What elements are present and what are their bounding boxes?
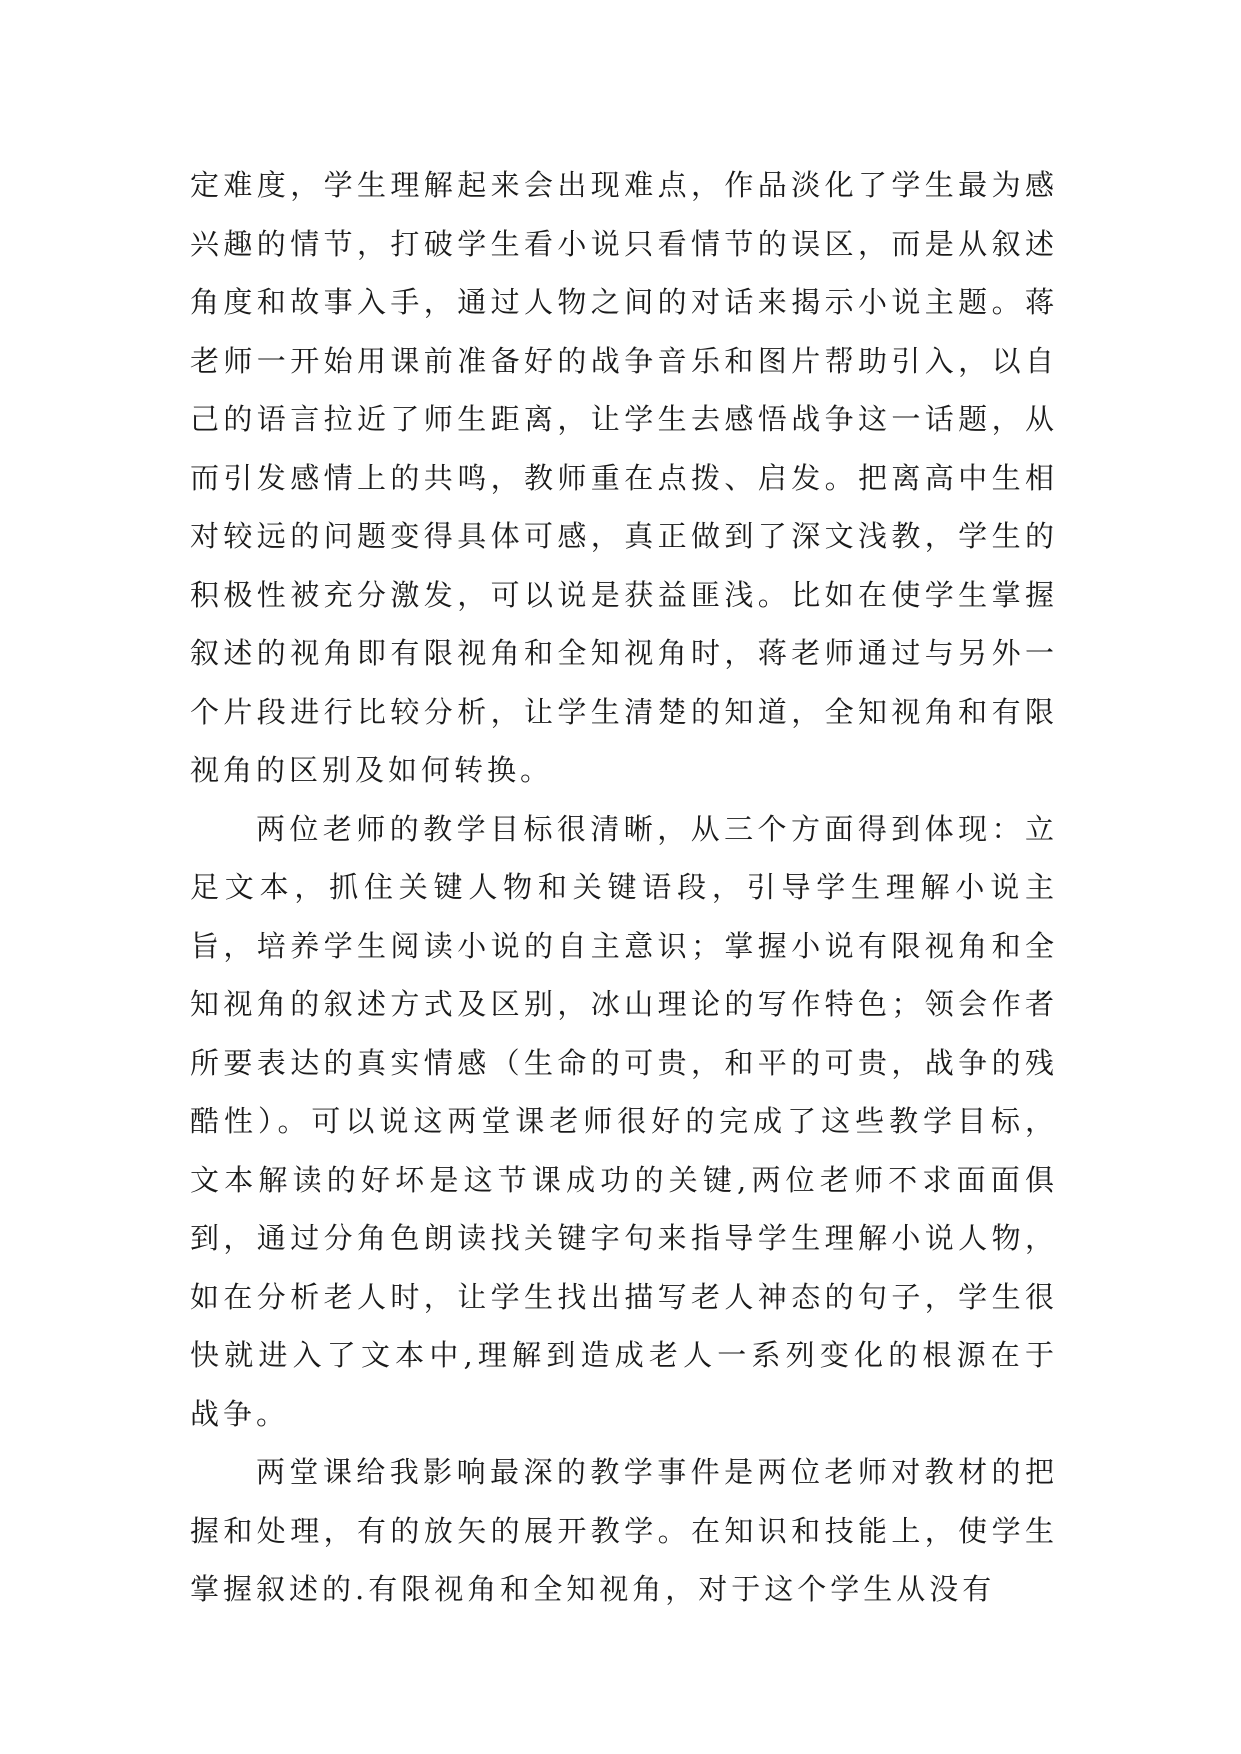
body-text xyxy=(190,156,1058,1619)
paragraph-3: 两堂课给我影响最深的教学事件是两位老师对教材的把握和处理，有的放矢的展开教学。在知识和技能上，使学生掌握叙述的.有限视角和全知视角，对于这个学生从没有 xyxy=(190,1455,1058,1606)
paragraph-1: 定难度，学生理解起来会出现难点，作品淡化了学生最为感兴趣的情节，打破学生看小说只看情节的误区，而是从叙述角度和故事入手，通过人物之间的对话来揭示小说主题。蒋老师一开始用课前准备好的战争音乐和图片帮助引入，以自己的语言拉近了师生距离，让学生去感悟战争这一话题，从而引发感情上的共鸣，教师重在点拨、启发。把离高中生相对较远的问题变得具体可感，真正做到了深文浅教，学生的积极性被充分激发，可以说是获益匪浅。比如在使学生掌握叙述的视角即有限视角和全知视角时，蒋老师通过与另外一个片段进行比较分析，让学生清楚的知道，全知视角和有限视角的区别及如何转换。 xyxy=(190,168,1058,787)
paragraph-2: 两位老师的教学目标很清晰，从三个方面得到体现：立足文本，抓住关键人物和关键语段，引导学生理解小说主旨，培养学生阅读小说的自主意识；掌握小说有限视角和全知视角的叙述方式及区别，冰山理论的写作特色；领会作者所要表达的真实情感（生命的可贵，和平的可贵，战争的残酷性）。可以说这两堂课老师很好的完成了这些教学目标，文本解读的好坏是这节课成功的关键,两位老师不求面面俱到，通过分角色朗读找关键字句来指导学生理解小说人物，如在分析老人时，让学生找出描写老人神态的句子，学生很快就进入了文本中,理解到造成老人一系列变化的根源在于战争。 xyxy=(190,811,1058,1431)
